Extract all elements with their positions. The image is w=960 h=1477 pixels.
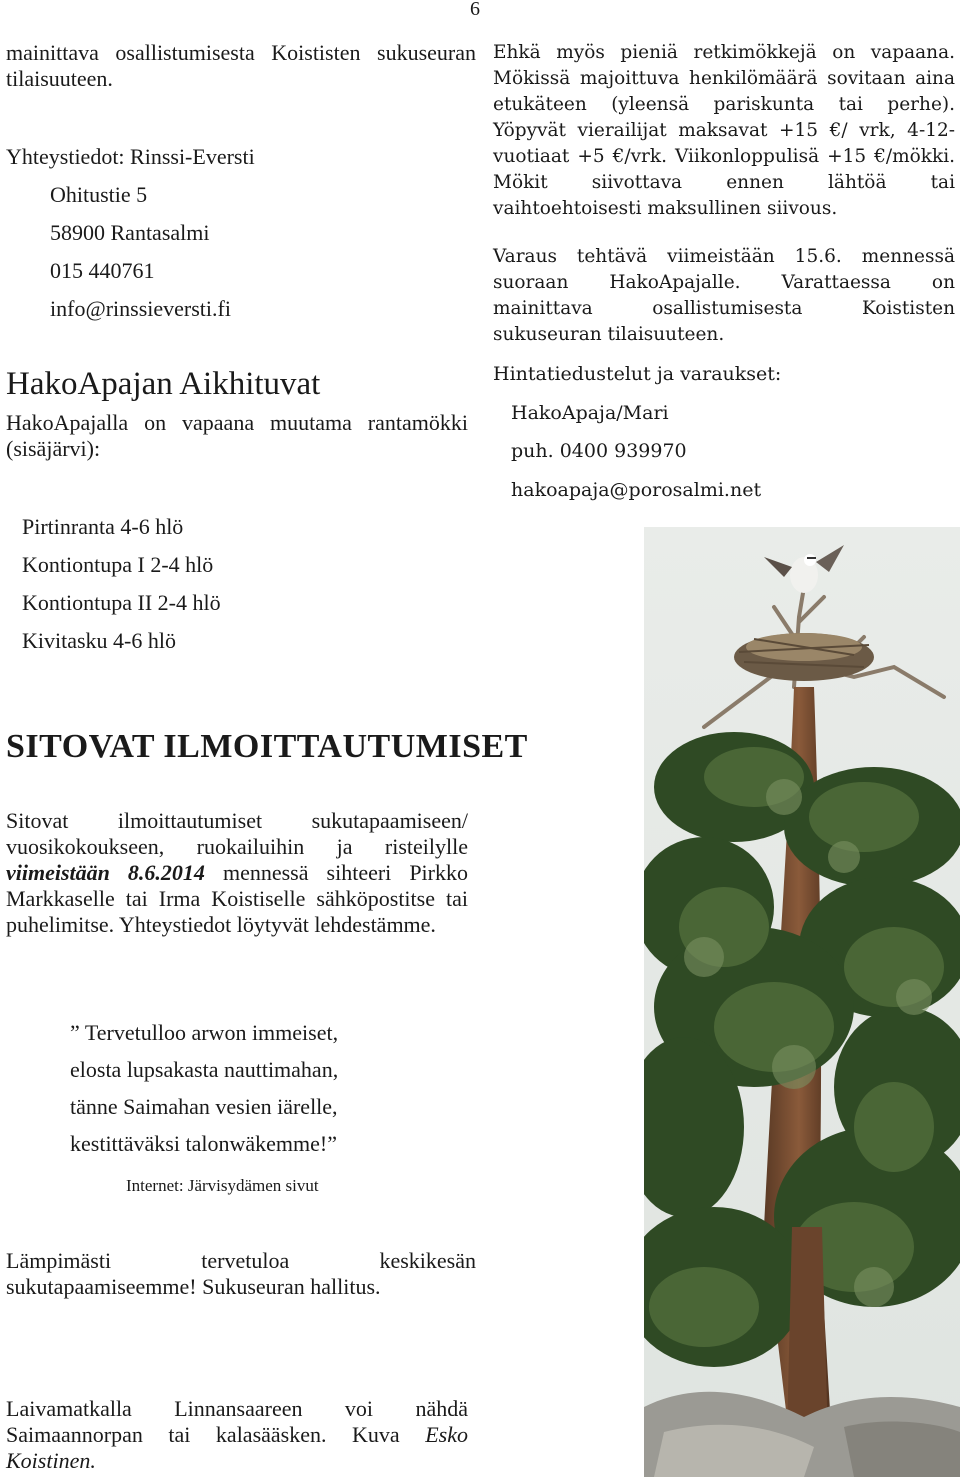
contact-line-phone: 015 440761 [50, 258, 155, 283]
right-para-2: Varaus tehtävä viimeistään 15.6. mennessä suoraan HakoApajalle. Varattaessa on mainittava osallistumisesta Koististen sukuseuran tilaisuuteen. [493, 246, 955, 345]
cabin-item: Pirtinranta 4-6 hlö [22, 514, 184, 539]
sitovat-heading: SITOVAT ILMOITTAUTUMISET [6, 728, 528, 765]
booking-contact-email: hakoapaja@porosalmi.net [511, 479, 762, 501]
caption-text: Laivamatkalla Linnansaareen voi nähdä Saimaannorpan tai kalasääsken. Kuva [6, 1396, 468, 1447]
photo-caption [6, 1396, 468, 1474]
sitovat-text-b: mennessä sihteeri Pirkko Markkaselle tai Irma Koistiselle sähköpostitse tai puhelimitse. Yhteystiedot löytyvät lehdestämme. [6, 860, 468, 937]
poem-line: tänne Saimahan vesien iärelle, [70, 1094, 338, 1119]
poem-line: kestittäväksi talonwäkemme!” [70, 1131, 337, 1156]
osprey-tree-photo [644, 527, 960, 1477]
hako-intro: HakoApajalla on vapaana muutama rantamökki (sisäjärvi): [6, 410, 468, 461]
page-number: 6 [470, 0, 480, 20]
cabin-item: Kivitasku 4-6 hlö [22, 628, 176, 653]
sitovat-deadline: viimeistään 8.6.2014 [6, 860, 205, 885]
cabin-item: Kontiontupa I 2-4 hlö [22, 552, 214, 577]
contact-line-postal: 58900 Rantasalmi [50, 220, 210, 245]
booking-contact-name: HakoApaja/Mari [511, 402, 669, 424]
contact-label: Yhteystiedot: Rinssi-Eversti [6, 144, 255, 169]
hako-title: HakoApajan Aikhituvat [6, 366, 321, 402]
poem-line: ” Tervetulloo arwon immeiset, [70, 1020, 339, 1045]
contact-line-email: info@rinssieversti.fi [50, 296, 231, 321]
booking-contact-phone: puh. 0400 939970 [511, 440, 687, 462]
cabin-item: Kontiontupa II 2-4 hlö [22, 590, 221, 615]
left-intro: mainittava osallistumisesta Koististen sukuseuran tilaisuuteen. [6, 40, 476, 91]
price-label: Hintatiedustelut ja varaukset: [493, 363, 782, 385]
contact-line-address: Ohitustie 5 [50, 182, 148, 207]
sitovat-paragraph [6, 808, 468, 938]
caption-author: Esko Koistinen. [6, 1422, 468, 1473]
poem-line: elosta lupsakasta nauttimahan, [70, 1057, 339, 1082]
welcome-text: Lämpimästi tervetuloa keskikesän sukutapaamiseemme! Sukuseuran hallitus. [6, 1248, 476, 1299]
sitovat-text-a: Sitovat ilmoittautumiset sukutapaamiseen/ vuosikokoukseen, ruokailuihin ja risteilylle [6, 808, 468, 859]
right-para-1: Ehkä myös pieniä retkimökkejä on vapaana. Mökissä majoittuva henkilömäärä sovitaan aina etukäteen (yleensä pariskunta tai perhe). Yöpyvät vierailijat maksavat +15 €/ vrk, 4-12-vuotiaat +5 €/vrk. Viikonloppulisä +15 €/mökki. Mökit siivottava ennen lähtöä tai vaihtoehtoisesti maksullinen siivous. [493, 42, 955, 219]
poem-source: Internet: Järvisydämen sivut [126, 1176, 319, 1195]
